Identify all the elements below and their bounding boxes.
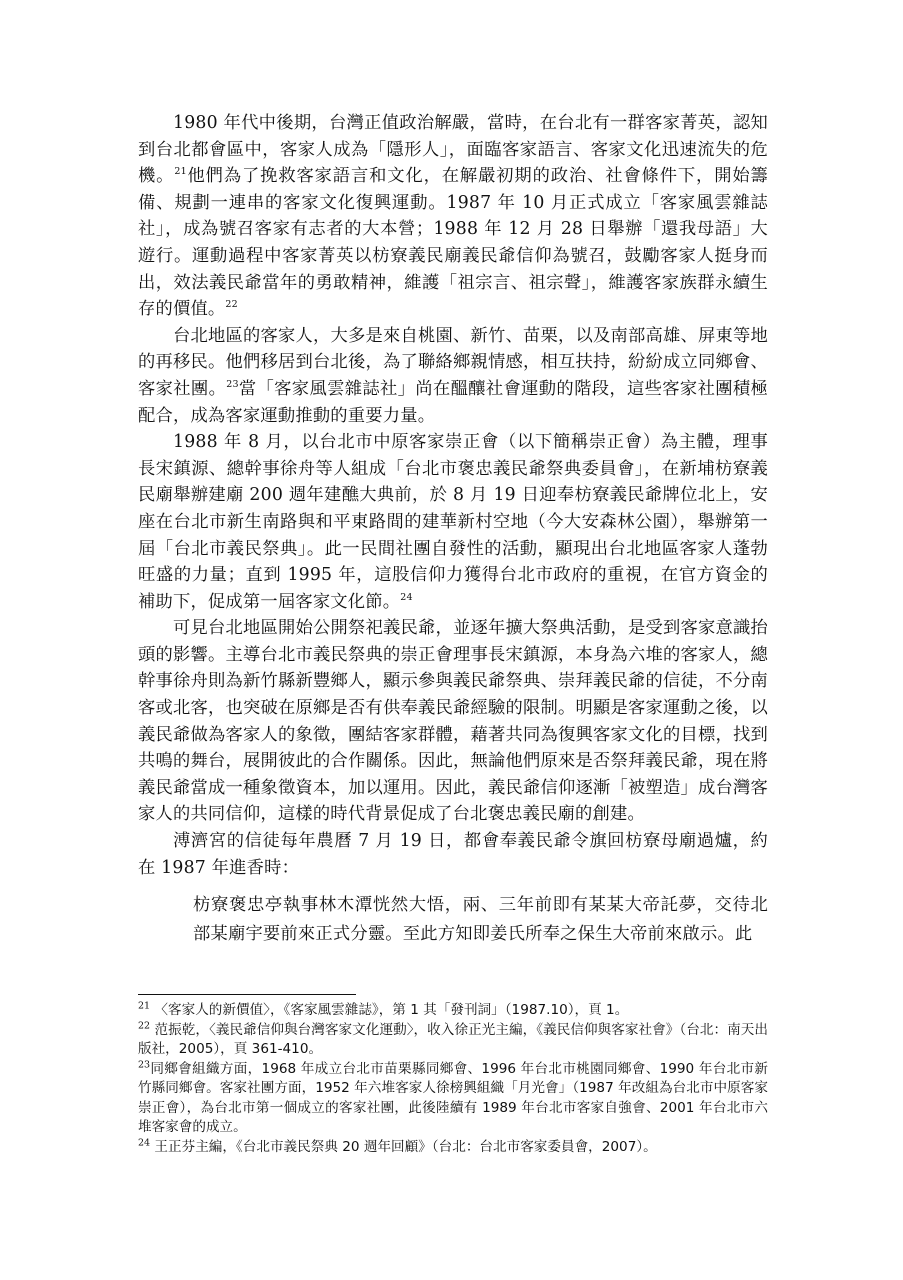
body-paragraph-4: 可見台北地區開始公開祭祀義民爺，並逐年擴大祭典活動，是受到客家意識抬頭的影響。主導台北市義民祭典的崇正會理事長宋鎮源，本身為六堆的客家人，總幹事徐舟則為新竹縣新豐鄉人，顯示參與義民爺祭典、崇拜義民爺的信徒，不分南客或北客，也突破在原鄉是否有供奉義民爺經驗的限制。明顯是客家運動之後，以義民爺做為客家人的象徵，團結客家群體，藉著共同為復興客家文化的目標，找到共鳴的舞台，展開彼此的合作關係。因此，無論他們原來是否祭拜義民爺，現在將義民爺當成一種象徵資本，加以運用。因此，義民爺信仰逐漸「被塑造」成台灣客家人的共同信仰，這樣的時代背景促成了台北褒忠義民廟的創建。 [138,618,768,825]
footnote-ref-22[interactable]: 22 [225,299,238,311]
document-page [138,110,768,1157]
block-quote: 枋寮褒忠亭執事林木潭恍然大悟，兩、三年前即有某某大帝託夢，交待北部某廟宇要前來正式分靈。至此方知即姜氏所奉之保生大帝前來啟示。此 [193,895,768,945]
footnote-21: $^{21}$ 〈客家人的新價值〉，《客家風雲雜誌》，第 1 其「發刊詞」（1987.10），頁 1。 [138,1000,629,1019]
footnote-ref-23[interactable]: 23 [226,379,239,391]
footnote-ref-21[interactable]: 21 [174,166,187,178]
footnote-23: $^{23}$同鄉會組織方面，1968 年成立台北市苗栗縣同鄉會、1996 年台北市桃園同鄉會、1990 年台北市新竹縣同鄉會。客家社團方面，1952 年六堆客家人徐榜興組織「月光會」（1987 年改組為台北市中原客家崇正會），為台北市第一個成立的客家社團，此後陸續有 1989 年台北市客家自強會、2001 年台北市六堆客家會的成立。 [138,1059,768,1136]
body-paragraph-5: 溥濟宮的信徒每年農曆 7 月 19 日，都會奉義民爺令旗回枋寮母廟過爐，約在 1987 年進香時： [138,831,768,878]
footnote-ref-24[interactable]: 24 [400,591,413,603]
footnote-24: $^{24}$ 王正芬主編，《台北市義民祭典 20 週年回顧》（台北：台北市客家委員會，2007）。 [138,1137,657,1155]
footnote-divider [138,994,356,995]
body-paragraph-3: 1988 年 8 月，以台北市中原客家崇正會（以下簡稱崇正會）為主體，理事長宋鎮源、總幹事徐舟等人組成「台北市褒忠義民爺祭典委員會」，在新埔枋寮義民廟舉辦建廟 200 週年建醮大典前，於 8 月 19 日迎奉枋寮義民爺牌位北上，安座在台北市新生南路與和平東路間的建華新村空地（今大安森林公園），舉辦第一屆「台北市義民祭典」。此一民間社團自發性的活動，顯現出台北地區客家人蓬勃旺盛的力量；直到 1995 年，這股信仰力獲得台北市政府的重視，在官方資金的補助下，促成第一屆客家文化節。$^{24}$ [138,432,768,612]
body-paragraph-2: 台北地區的客家人，大多是來自桃園、新竹、苗栗，以及南部高雄、屏東等地的再移民。他們移居到台北後，為了聯絡鄉親情感，相互扶持，紛紛成立同鄉會、客家社團。$^{23}$當「客家風雲雜誌社」尚在醞釀社會運動的階段，這些客家社團積極配合，成為客家運動推動的重要力量。 [138,325,768,426]
body-paragraph-1: 1980 年代中後期，台灣正值政治解嚴，當時，在台北有一群客家菁英，認知到台北都會區中，客家人成為「隱形人」，面臨客家語言、客家文化迅速流失的危機。$^{21}$他們為了挽救客家語言和文化，在解嚴初期的政治、社會條件下，開始籌備、規劃一連串的客家文化復興運動。1987 年 10 月正式成立「客家風雲雜誌社」，成為號召客家有志者的大本營；1988 年 12 月 28 日舉辦「還我母語」大遊行。運動過程中客家菁英以枋寮義民廟義民爺信仰為號召，鼓勵客家人挺身而出，效法義民爺當年的勇敢精神，維護「祖宗言、祖宗聲」，維護客家族群永續生存的價值。$^{22}$ [138,113,768,320]
footnote-22: $^{22}$ 范振乾，〈義民爺信仰與台灣客家文化運動〉，收入徐正光主編，《義民信仰與客家社會》（台北：南天出版社，2005），頁 361-410。 [138,1020,769,1058]
